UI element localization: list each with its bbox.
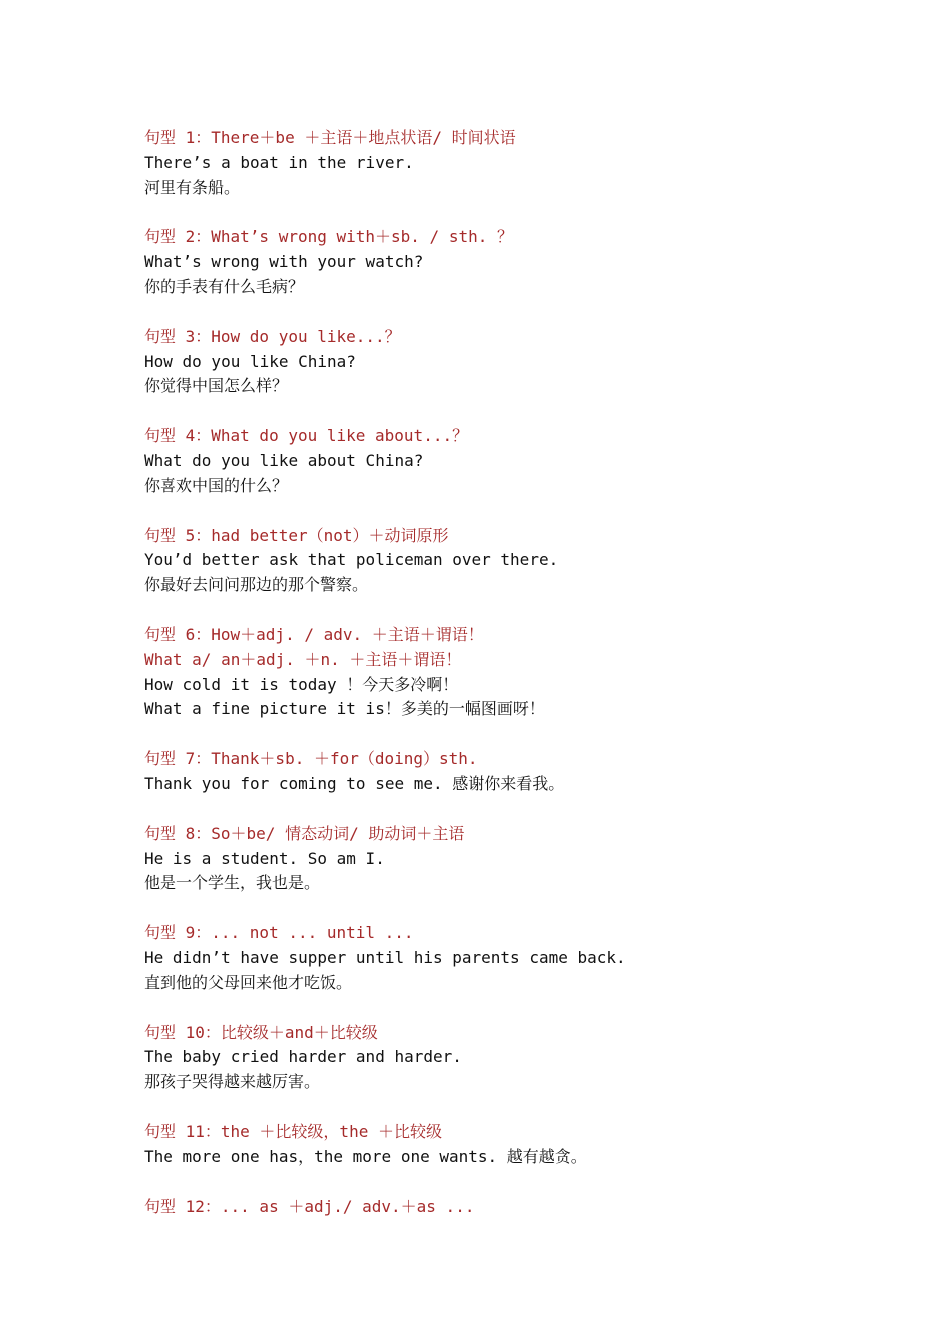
pattern-example: He is a student. So am I. bbox=[144, 848, 385, 868]
pattern-example: 直到他的父母回来他才吃饭。 bbox=[144, 972, 353, 992]
pattern-example: 你觉得中国怎么样？ bbox=[144, 376, 289, 396]
pattern-heading: 句型 11：the ＋比较级，the ＋比较级 bbox=[144, 1121, 442, 1141]
pattern-example: 那孩子哭得越来越厉害。 bbox=[144, 1072, 321, 1092]
sentence-pattern-block bbox=[144, 126, 924, 200]
pattern-heading: 句型 8：So＋be/ 情态动词/ 助动词＋主语 bbox=[144, 823, 465, 843]
sentence-pattern-block bbox=[144, 524, 924, 598]
sentence-pattern-block bbox=[144, 1195, 924, 1220]
pattern-heading: 句型 1：There＋be ＋主语＋地点状语/ 时间状语 bbox=[144, 128, 516, 147]
pattern-heading: 句型 2：What’s wrong with＋sb. / sth. ？ bbox=[144, 227, 513, 247]
document-page bbox=[144, 126, 924, 1244]
pattern-example: What do you like about China? bbox=[144, 450, 424, 470]
sentence-pattern-block bbox=[144, 1021, 924, 1095]
sentence-pattern-block bbox=[144, 225, 924, 299]
pattern-example: There’s a boat in the river. bbox=[144, 152, 414, 172]
pattern-example: He didn’t have supper until his parents came back. bbox=[144, 947, 626, 967]
pattern-example: What a fine picture it is！多美的一幅图画呀！ bbox=[144, 699, 545, 719]
sentence-pattern-block bbox=[144, 921, 924, 995]
sentence-pattern-block bbox=[144, 822, 924, 896]
pattern-heading: 句型 7：Thank＋sb. ＋for（doing）sth. bbox=[144, 749, 478, 769]
pattern-heading: 句型 12：... as ＋adj./ adv.＋as ... bbox=[144, 1196, 475, 1216]
pattern-example: The more one has，the more one wants. 越有越贪。 bbox=[144, 1146, 587, 1166]
pattern-example: 你最好去问问那边的那个警察。 bbox=[144, 575, 369, 595]
pattern-example: 河里有条船。 bbox=[144, 177, 241, 197]
sentence-pattern-block bbox=[144, 747, 924, 797]
pattern-heading: 句型 4：What do you like about...？ bbox=[144, 426, 469, 446]
pattern-heading: 句型 10：比较级＋and＋比较级 bbox=[144, 1022, 378, 1042]
pattern-example: How do you like China? bbox=[144, 351, 356, 371]
pattern-heading: What a/ an＋adj. ＋n. ＋主语＋谓语！ bbox=[144, 649, 462, 669]
pattern-example: What’s wrong with your watch? bbox=[144, 252, 424, 272]
pattern-heading: 句型 9：... not ... until ... bbox=[144, 923, 414, 943]
sentence-pattern-block bbox=[144, 623, 924, 722]
pattern-example: How cold it is today ！今天多冷啊！ bbox=[144, 674, 459, 694]
pattern-heading: 句型 6：How＋adj. / adv. ＋主语＋谓语！ bbox=[144, 624, 484, 644]
pattern-example: 他是一个学生，我也是。 bbox=[144, 873, 321, 893]
pattern-heading: 句型 5：had better（not）＋动词原形 bbox=[144, 525, 449, 545]
sentence-pattern-block bbox=[144, 1120, 924, 1170]
pattern-example: The baby cried harder and harder. bbox=[144, 1047, 462, 1067]
pattern-example: Thank you for coming to see me. 感谢你来看我。 bbox=[144, 773, 565, 793]
pattern-heading: 句型 3：How do you like...？ bbox=[144, 326, 401, 346]
pattern-example: 你的手表有什么毛病？ bbox=[144, 276, 305, 296]
pattern-example: You’d better ask that policeman over there. bbox=[144, 550, 559, 570]
pattern-example: 你喜欢中国的什么？ bbox=[144, 475, 289, 495]
sentence-pattern-block bbox=[144, 424, 924, 498]
sentence-pattern-block bbox=[144, 325, 924, 399]
